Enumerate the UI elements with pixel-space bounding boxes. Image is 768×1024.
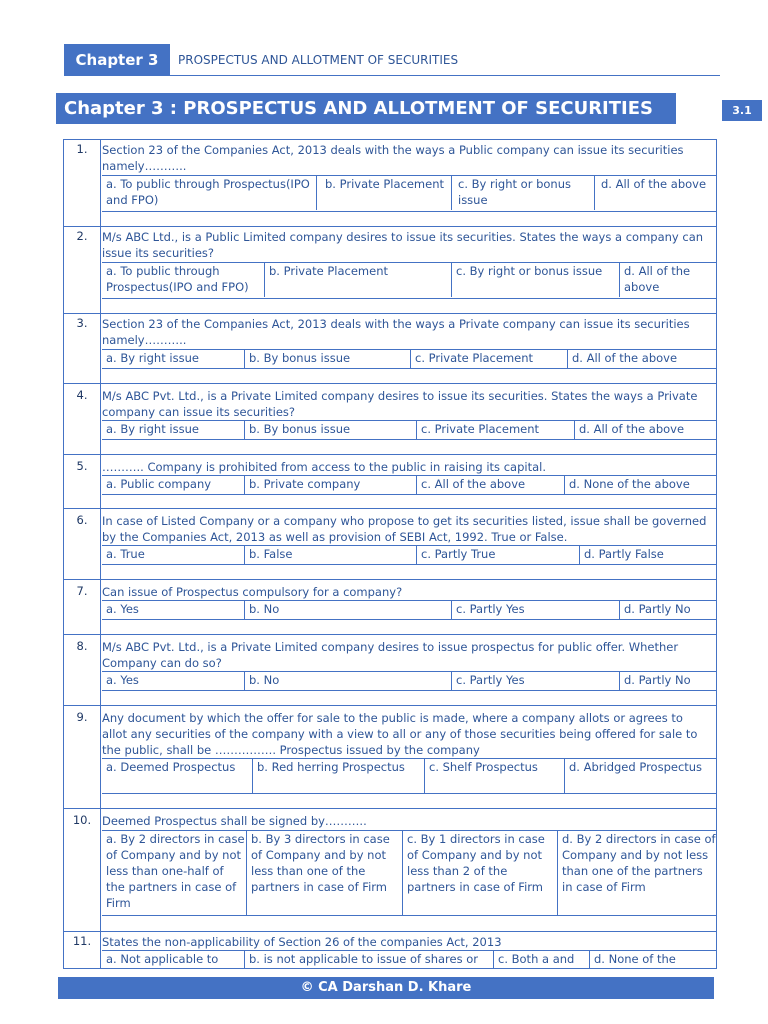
option-b: b. Red herring Prospectus (252, 759, 424, 793)
divider (102, 298, 716, 299)
option-a: a. Deemed Prospectus (106, 760, 236, 774)
option-a: a. True (106, 547, 145, 561)
question-table (63, 139, 717, 969)
question-text: M/s ABC Pvt. Ltd., is a Private Limited company desires to issue its securities. States the ways a Private company can issue its securities? (102, 389, 698, 419)
question-text: Any document by which the offer for sale to the public is made, where a company allots or agrees to allot any securities of the company with a view to all or any of those securities being offered for sale to the public, shall be ……………. Prospectus issued by the company (102, 711, 698, 757)
question-number: 5. (64, 455, 101, 513)
page-title: Chapter 3 : PROSPECTUS AND ALLOTMENT OF SECURITIES (56, 93, 676, 124)
chapter-tab: Chapter 3 (64, 44, 170, 76)
question-number: 4. (64, 384, 101, 459)
option-d: d. All of the above (619, 263, 716, 297)
option-row (102, 546, 716, 564)
copyright-footer: © CA Darshan D. Khare (58, 977, 714, 999)
question-item (64, 580, 716, 635)
option-d: d. Abridged Prospectus (564, 759, 716, 793)
option-a: a. To public through Prospectus(IPO and FPO) (106, 177, 310, 207)
question-item (64, 635, 716, 706)
option-b: b. No (244, 601, 451, 619)
question-number: 3. (64, 314, 101, 386)
option-a: a. By right issue (106, 351, 199, 365)
question-number: 2. (64, 227, 101, 316)
option-c: c. Partly Yes (451, 672, 619, 690)
option-d: d. All of the above (567, 350, 716, 368)
question-text: Deemed Prospectus shall be signed by……….. (102, 814, 367, 828)
option-a: a. Yes (106, 602, 139, 616)
option-c: c. All of the above (416, 476, 564, 494)
option-d: d. None of the (589, 951, 716, 969)
option-row (102, 350, 716, 368)
option-d: d. Partly No (619, 601, 716, 619)
question-item (64, 384, 716, 455)
option-b: b. Private Placement (316, 176, 451, 210)
question-item (64, 932, 716, 969)
option-a: a. By 2 directors in case of Company and by not less than one-half of the partners in case of Firm (106, 832, 245, 910)
option-d: d. All of the above (574, 421, 716, 439)
option-a: a. To public through Prospectus(IPO and FPO) (106, 264, 249, 294)
question-text: Can issue of Prospectus compulsory for a company? (102, 585, 403, 599)
option-d: d. By 2 directors in case of Company and by not less than one of the partners in case of Firm (557, 831, 716, 915)
divider (102, 211, 716, 212)
question-text: States the non-applicability of Section 26 of the companies Act, 2013 (102, 935, 502, 949)
question-item (64, 140, 716, 227)
option-b: b. No (244, 672, 451, 690)
option-b: b. By bonus issue (244, 421, 416, 439)
question-number: 11. (64, 932, 101, 969)
question-text: Section 23 of the Companies Act, 2013 deals with the ways a Private company can issue its securities namely……….. (102, 317, 690, 347)
question-item (64, 509, 716, 580)
option-b: b. By 3 directors in case of Company and by not less than one of the partners in case of Firm (246, 831, 402, 915)
question-text: Section 23 of the Companies Act, 2013 deals with the ways a Public company can issue its securities namely……….. (102, 143, 684, 173)
question-item (64, 706, 716, 809)
option-row (102, 476, 716, 494)
option-row (102, 601, 716, 619)
option-a: a. Public company (106, 477, 212, 491)
question-item (64, 227, 716, 314)
option-d: d. All of the above (594, 176, 716, 210)
option-row (102, 759, 716, 793)
option-c: c. Shelf Prospectus (424, 759, 564, 793)
option-c: c. By 1 directors in case of Company and by not less than 2 of the partners in case of Firm (402, 831, 557, 915)
divider (102, 494, 716, 495)
option-d: d. Partly False (579, 546, 716, 564)
option-row (102, 672, 716, 690)
option-b: b. Private Placement (264, 263, 451, 297)
question-item (64, 314, 716, 384)
option-a: a. By right issue (106, 422, 199, 436)
divider (102, 690, 716, 691)
divider (102, 915, 716, 916)
option-d: d. Partly No (619, 672, 716, 690)
option-c: c. Partly True (416, 546, 579, 564)
option-b: b. is not applicable to issue of shares or (244, 951, 493, 969)
question-number: 8. (64, 635, 101, 710)
option-c: c. Both a and (493, 951, 589, 969)
question-number: 1. (64, 140, 101, 229)
question-number: 10. (64, 809, 101, 936)
divider (102, 439, 716, 440)
option-d: d. None of the above (564, 476, 716, 494)
option-row (102, 951, 716, 969)
option-c: c. Partly Yes (451, 601, 619, 619)
header-rule (170, 75, 720, 76)
divider (102, 793, 716, 794)
option-a: a. Yes (106, 673, 139, 687)
option-b: b. False (244, 546, 416, 564)
question-text: M/s ABC Pvt. Ltd., is a Private Limited company desires to issue prospectus for public offer. Whether Company can do so? (102, 640, 679, 670)
option-c: c. Private Placement (410, 350, 567, 368)
question-number: 6. (64, 509, 101, 584)
page-number-badge: 3.1 (722, 100, 762, 121)
option-row (102, 176, 716, 210)
option-row (102, 263, 716, 297)
question-text: In case of Listed Company or a company who propose to get its securities listed, issue shall be governed by the Companies Act, 2013 as well as provision of SEBI Act, 1992. True or False. (102, 514, 707, 544)
question-item (64, 809, 716, 932)
option-row (102, 421, 716, 439)
option-c: c. By right or bonus issue (451, 263, 619, 297)
divider (102, 564, 716, 565)
question-text: ……….. Company is prohibited from access to the public in raising its capital. (102, 460, 546, 474)
question-item (64, 455, 716, 509)
question-number: 9. (64, 706, 101, 813)
option-row (102, 831, 716, 915)
option-b: b. By bonus issue (244, 350, 410, 368)
question-number: 7. (64, 580, 101, 639)
option-c: c. By right or bonus issue (451, 176, 594, 210)
option-b: b. Private company (244, 476, 416, 494)
chapter-subtitle: PROSPECTUS AND ALLOTMENT OF SECURITIES (178, 53, 459, 67)
question-text: M/s ABC Ltd., is a Public Limited company desires to issue its securities. States the ways a company can issue its securities? (102, 230, 704, 260)
option-a: a. Not applicable to (106, 952, 219, 966)
divider (102, 619, 716, 620)
option-c: c. Private Placement (416, 421, 574, 439)
divider (102, 368, 716, 369)
